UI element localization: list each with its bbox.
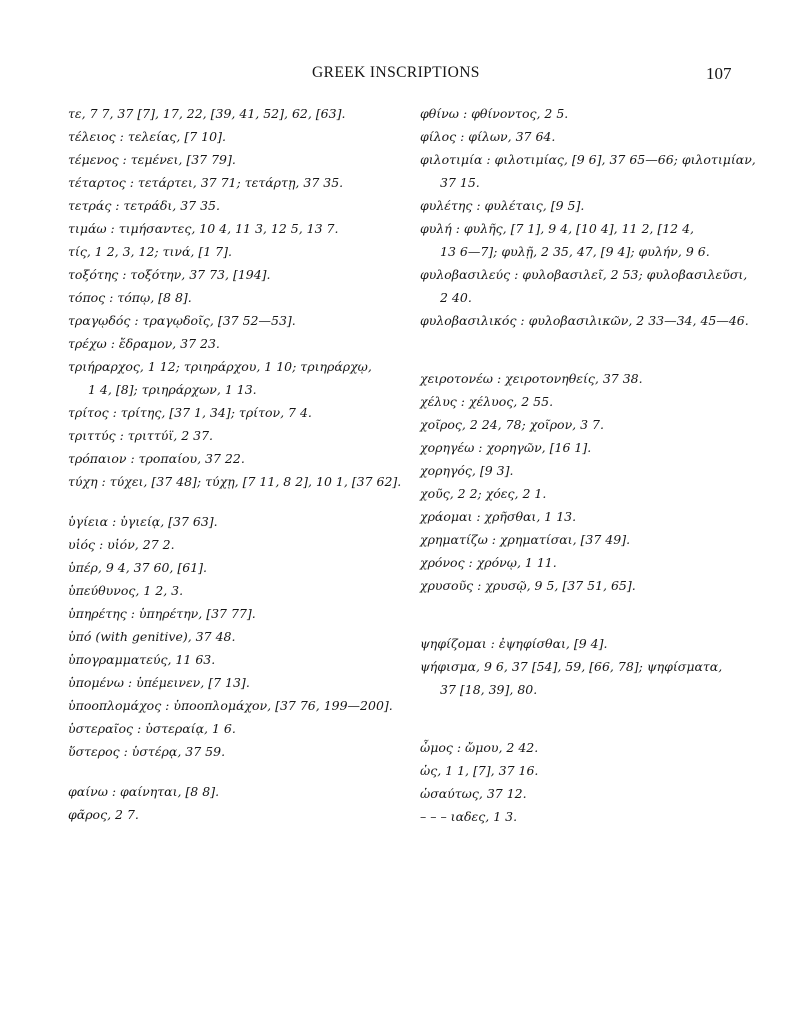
index-entry: τόπος : τόπῳ, [8 8]. bbox=[68, 290, 192, 305]
index-entry: – – – ιαδες, 1 3. bbox=[420, 809, 518, 824]
index-column-right bbox=[420, 102, 756, 828]
index-entry: ὡσαύτως, 37 12. bbox=[420, 786, 527, 801]
index-entry-continuation: 37 15. bbox=[440, 175, 480, 190]
index-entry: τοξότης : τοξότην, 37 73, [194]. bbox=[68, 267, 271, 282]
index-entry: χορηγός, [9 3]. bbox=[420, 463, 514, 478]
index-entry: ὕστερος : ὑστέρᾳ, 37 59. bbox=[68, 744, 226, 759]
section-gap bbox=[420, 701, 740, 736]
section-gap bbox=[420, 332, 740, 367]
index-entry: ὑποοπλομάχος : ὑποοπλομάχον, [37 76, 199—200]. bbox=[68, 698, 393, 713]
index-entry: τετράς : τετράδι, 37 35. bbox=[68, 198, 220, 213]
index-entry: χρόνος : χρόνῳ, 1 11. bbox=[420, 555, 557, 570]
index-entry: φθίνω : φθίνοντος, 2 5. bbox=[420, 106, 569, 121]
index-entry: φαίνω : φαίνηται, [8 8]. bbox=[68, 784, 220, 799]
section-gap bbox=[420, 597, 740, 632]
index-entry: τέμενος : τεμένει, [37 79]. bbox=[68, 152, 236, 167]
index-entry: φιλοτιμία : φιλοτιμίας, [9 6], 37 65—66; φιλοτιμίαν, bbox=[420, 152, 756, 167]
running-title: GREEK INSCRIPTIONS bbox=[312, 64, 480, 81]
index-entry-continuation: 13 6—7]; φυλῇ, 2 35, 47, [9 4]; φυλήν, 9 6. bbox=[440, 244, 710, 259]
index-entry: τραγῳδός : τραγῳδοῖς, [37 52—53]. bbox=[68, 313, 296, 328]
index-entry: φυλοβασιλικός : φυλοβασιλικῶν, 2 33—34, 45—46. bbox=[420, 313, 749, 328]
index-entry: ὑγίεια : ὑγιείᾳ, [37 63]. bbox=[68, 514, 218, 529]
index-entry: χρυσοῦς : χρυσῷ, 9 5, [37 51, 65]. bbox=[420, 578, 636, 593]
index-entry: φυλή : φυλῆς, [7 1], 9 4, [10 4], 11 2, [12 4, bbox=[420, 221, 695, 236]
page-header bbox=[0, 64, 801, 86]
index-entry: τρέχω : ἔδραμον, 37 23. bbox=[68, 336, 220, 351]
index-entry: φυλοβασιλεύς : φυλοβασιλεῖ, 2 53; φυλοβασιλεῦσι, bbox=[420, 267, 748, 282]
index-entry: ὑπό (with genitive), 37 48. bbox=[68, 629, 236, 644]
index-entry: τύχη : τύχει, [37 48]; τύχῃ, [7 11, 8 2], 10 1, [37 62]. bbox=[68, 474, 402, 489]
index-entry: χειροτονέω : χειροτονηθείς, 37 38. bbox=[420, 371, 643, 386]
index-entry: ὑπεύθυνος, 1 2, 3. bbox=[68, 583, 184, 598]
index-entry: χρηματίζω : χρηματίσαι, [37 49]. bbox=[420, 532, 631, 547]
index-entry: χοῖρος, 2 24, 78; χοῖρον, 3 7. bbox=[420, 417, 604, 432]
index-entry: ὑπομένω : ὑπέμεινεν, [7 13]. bbox=[68, 675, 250, 690]
index-entry: τριήραρχος, 1 12; τριηράρχου, 1 10; τριηράρχῳ, bbox=[68, 359, 372, 374]
index-entry: ὑστεραῖος : ὑστεραίᾳ, 1 6. bbox=[68, 721, 236, 736]
index-entry-continuation: 37 [18, 39], 80. bbox=[440, 682, 538, 697]
index-entry: τίς, 1 2, 3, 12; τινά, [1 7]. bbox=[68, 244, 232, 259]
index-entry: ψηφίζομαι : ἐψηφίσθαι, [9 4]. bbox=[420, 636, 608, 651]
index-entry: ὑπέρ, 9 4, 37 60, [61]. bbox=[68, 560, 208, 575]
index-entry: ὑπηρέτης : ὑπηρέτην, [37 77]. bbox=[68, 606, 256, 621]
index-entry: υἱός : υἱόν, 27 2. bbox=[68, 537, 175, 552]
index-entry: τέλειος : τελείας, [7 10]. bbox=[68, 129, 226, 144]
index-entry: φᾶρος, 2 7. bbox=[68, 807, 139, 822]
index-entry: τε, 7 7, 37 [7], 17, 22, [39, 41, 52], 62, [63]. bbox=[68, 106, 346, 121]
index-entry: τιμάω : τιμήσαντες, 10 4, 11 3, 12 5, 13 7. bbox=[68, 221, 339, 236]
index-entry: ὑπογραμματεύς, 11 63. bbox=[68, 652, 216, 667]
section-gap bbox=[68, 763, 393, 780]
index-entry: ψήφισμα, 9 6, 37 [54], 59, [66, 78]; ψηφίσματα, bbox=[420, 659, 723, 674]
index-entry: χράομαι : χρῆσθαι, 1 13. bbox=[420, 509, 577, 524]
page-number: 107 bbox=[706, 64, 732, 83]
index-entry: χοῦς, 2 2; χόες, 2 1. bbox=[420, 486, 547, 501]
index-entry: τρίτος : τρίτης, [37 1, 34]; τρίτον, 7 4. bbox=[68, 405, 312, 420]
index-entry: χέλυς : χέλυος, 2 55. bbox=[420, 394, 554, 409]
section-gap bbox=[68, 493, 393, 510]
index-entry: τριττύς : τριττύϊ, 2 37. bbox=[68, 428, 214, 443]
index-entry: τρόπαιον : τροπαίου, 37 22. bbox=[68, 451, 245, 466]
index-entry: τέταρτος : τετάρτει, 37 71; τετάρτῃ, 37 35. bbox=[68, 175, 344, 190]
index-entry: φίλος : φίλων, 37 64. bbox=[420, 129, 556, 144]
index-entry: ὡς, 1 1, [7], 37 16. bbox=[420, 763, 539, 778]
index-column-left bbox=[68, 102, 402, 826]
index-entry: φυλέτης : φυλέταις, [9 5]. bbox=[420, 198, 585, 213]
index-entry-continuation: 1 4, [8]; τριηράρχων, 1 13. bbox=[88, 382, 257, 397]
index-entry: ὦμος : ὤμου, 2 42. bbox=[420, 740, 539, 755]
index-entry: χορηγέω : χορηγῶν, [16 1]. bbox=[420, 440, 592, 455]
index-entry-continuation: 2 40. bbox=[440, 290, 472, 305]
